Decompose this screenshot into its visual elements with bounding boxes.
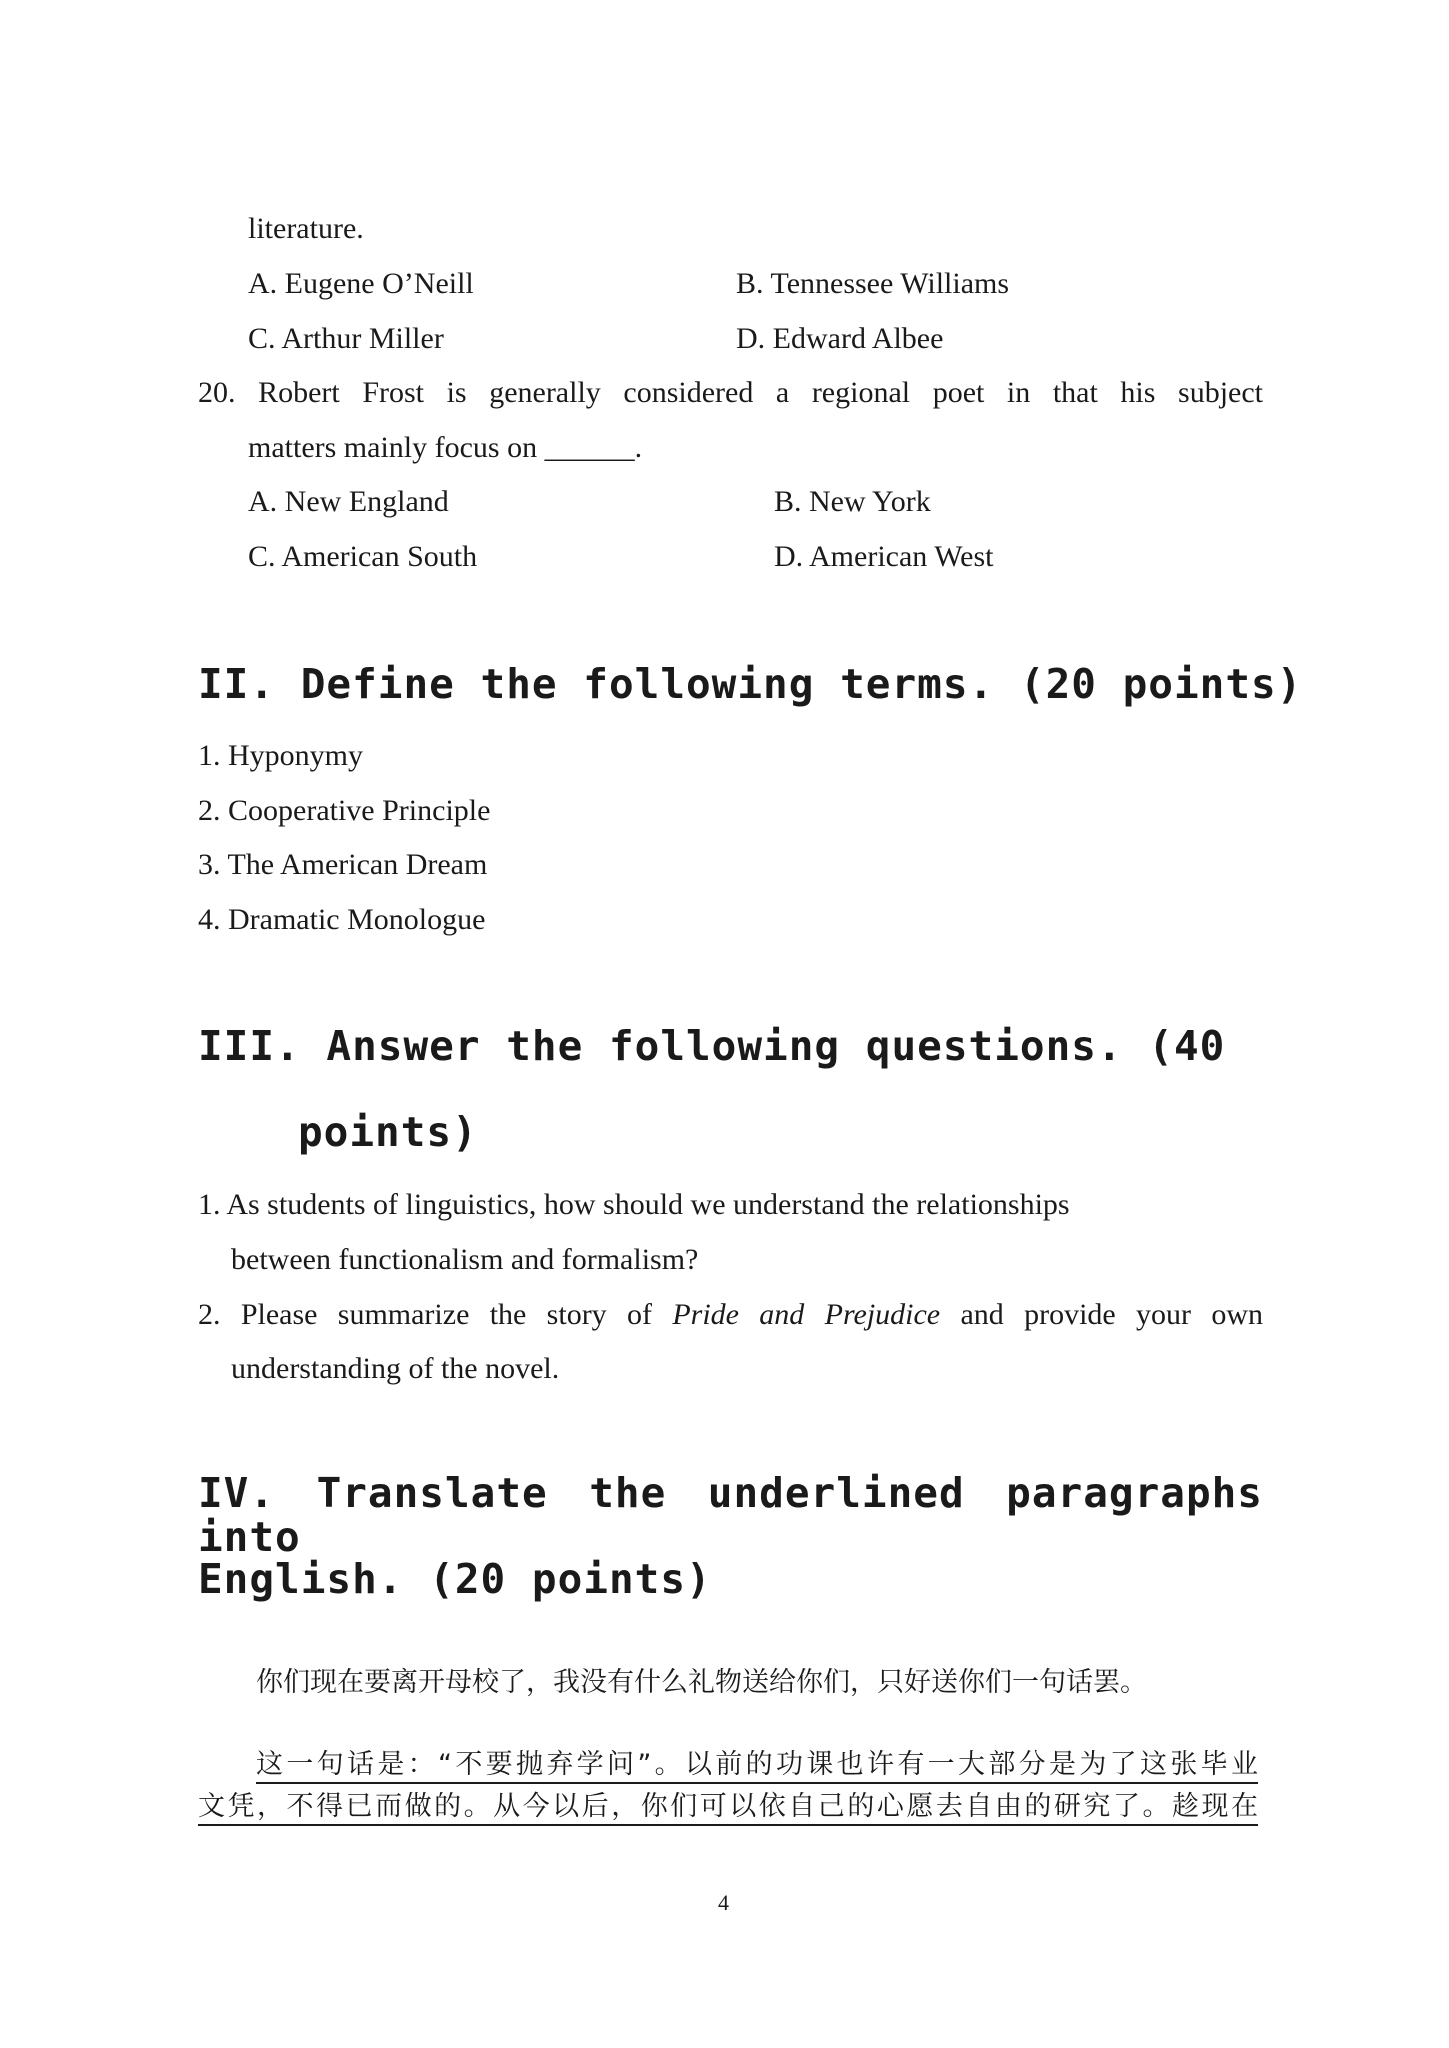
- chinese-paragraph-2-line2: [198, 1792, 1258, 1822]
- question-1-line2: between functionalism and formalism?: [231, 1243, 699, 1276]
- q20-option-a: A. New England: [248, 485, 449, 518]
- question-2-line1: [198, 1300, 1263, 1330]
- section-iii-heading-line2: points): [298, 1108, 478, 1156]
- section-iv-heading-line1: IV. Translate the underlined paragraphs into: [198, 1469, 1263, 1561]
- question-2-suffix: and provide your own: [960, 1298, 1264, 1331]
- q19-option-b: B. Tennessee Williams: [736, 267, 1010, 300]
- q19-option-c: C. Arthur Miller: [248, 322, 444, 355]
- q20-option-c: C. American South: [248, 540, 478, 573]
- question-2-line2: understanding of the novel.: [231, 1352, 560, 1385]
- term-item: 4. Dramatic Monologue: [198, 903, 486, 936]
- page-number: 4: [718, 1890, 729, 1915]
- section-ii-heading: II. Define the following terms. (20 points): [198, 660, 1303, 708]
- chinese-paragraph-1: 你们现在要离开母校了，我没有什么礼物送给你们，只好送你们一句话罢。: [256, 1667, 1147, 1698]
- q19-option-d: D. Edward Albee: [736, 322, 944, 355]
- q20-question-line1: 20. Robert Frost is generally considered a regional poet in that his subject: [198, 376, 1263, 409]
- chinese-paragraph-2-line1: [256, 1750, 1258, 1780]
- q20-option-b: B. New York: [774, 485, 931, 518]
- term-item: 2. Cooperative Principle: [198, 794, 491, 827]
- q20-option-d: D. American West: [774, 540, 994, 573]
- section-iii-heading-line1: III. Answer the following questions. (40: [198, 1022, 1226, 1070]
- q19-continuation: literature.: [248, 212, 364, 245]
- q19-option-a: A. Eugene O’Neill: [248, 267, 474, 300]
- term-item: 1. Hyponymy: [198, 739, 363, 772]
- underlined-text: 这一句话是：“不要抛弃学问”。以前的功课也许有一大部分是为了这张毕业: [256, 1749, 1258, 1784]
- question-1-line1: 1. As students of linguistics, how should we understand the relationships: [198, 1188, 1070, 1221]
- underlined-text: 文凭，不得已而做的。从今以后，你们可以依自己的心愿去自由的研究了。趁现在: [198, 1791, 1258, 1826]
- section-iv-heading-line2: English. (20 points): [198, 1555, 712, 1603]
- q20-question-line2: matters mainly focus on ______.: [248, 431, 643, 464]
- question-2-novel-title: Pride and Prejudice: [672, 1298, 941, 1331]
- question-2-prefix: 2. Please summarize the story of: [198, 1298, 652, 1331]
- term-item: 3. The American Dream: [198, 848, 488, 881]
